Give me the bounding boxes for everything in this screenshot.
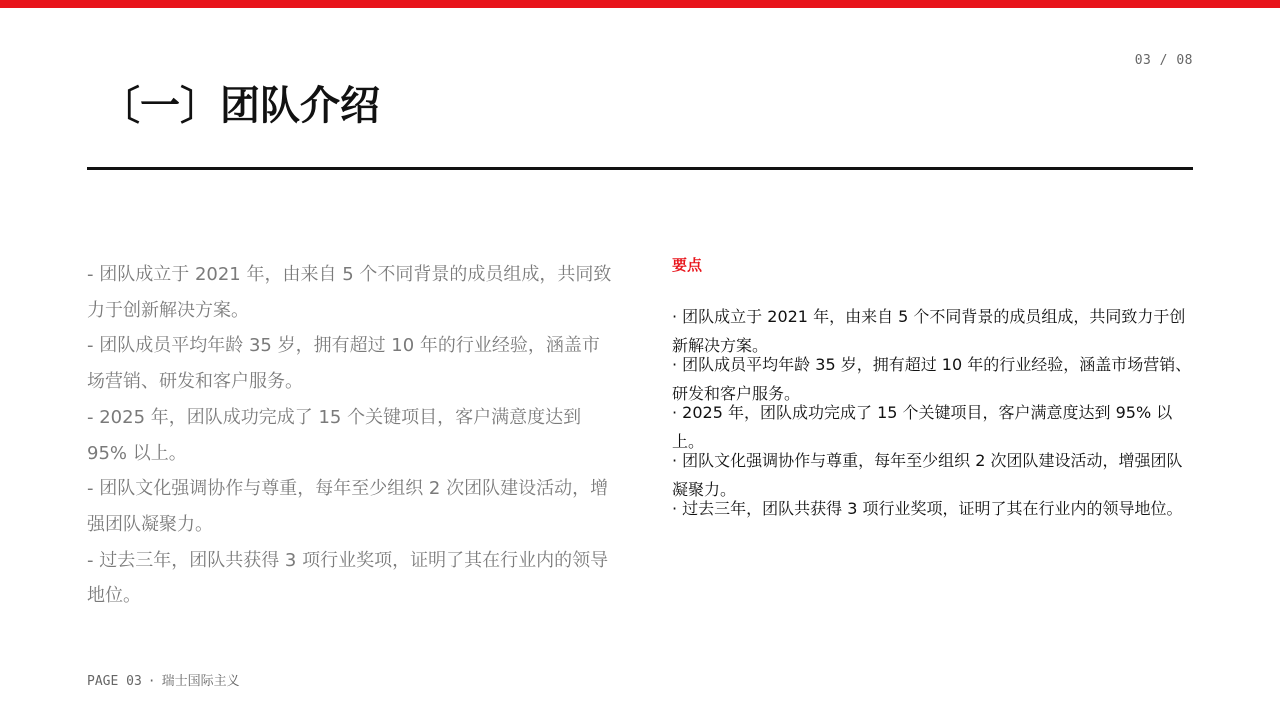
title-divider xyxy=(87,167,1193,170)
key-points-heading: 要点 xyxy=(672,256,703,274)
key-point-item: · 2025 年，团队成功完成了 15 个关键项目，客户满意度达到 95% 以上。 xyxy=(672,403,1173,451)
footer xyxy=(87,670,240,689)
body-text-item: - 2025 年，团队成功完成了 15 个关键项目，客户满意度达到 95% 以上。 xyxy=(87,406,582,464)
key-points-panel xyxy=(672,255,1197,518)
footer-brand: 瑞士国际主义 xyxy=(161,674,240,689)
page-counter: 03 / 08 xyxy=(1134,53,1193,68)
key-point-item: · 团队成员平均年龄 35 岁，拥有超过 10 年的行业经验，涵盖市场营销、研发和客户服务。 xyxy=(672,355,1192,403)
footer-page-label: PAGE 03 xyxy=(87,674,142,689)
footer-separator: · xyxy=(147,674,156,689)
body-text-list xyxy=(87,257,617,614)
top-accent-bar xyxy=(0,0,1280,8)
body-text-item: - 团队成立于 2021 年，由来自 5 个不同背景的成员组成，共同致力于创新解决方案。 xyxy=(87,264,612,321)
body-text-item: - 团队文化强调协作与尊重，每年至少组织 2 次团队建设活动，增强团队凝聚力。 xyxy=(87,478,609,535)
body-text-item: - 团队成员平均年龄 35 岁，拥有超过 10 年的行业经验，涵盖市场营销、研发和客户服务。 xyxy=(87,335,600,393)
key-points-list xyxy=(672,302,1197,542)
body-text-item: - 过去三年，团队共获得 3 项行业奖项，证明了其在行业内的领导地位。 xyxy=(87,549,609,607)
key-point-item: · 团队成立于 2021 年，由来自 5 个不同背景的成员组成，共同致力于创新解决方案。 xyxy=(672,307,1186,355)
key-point-item: · 过去三年，团队共获得 3 项行业奖项，证明了其在行业内的领导地位。 xyxy=(672,499,1183,518)
key-point-item: · 团队文化强调协作与尊重，每年至少组织 2 次团队建设活动，增强团队凝聚力。 xyxy=(672,451,1183,499)
page-title: 〔一〕团队介绍 xyxy=(100,83,380,129)
